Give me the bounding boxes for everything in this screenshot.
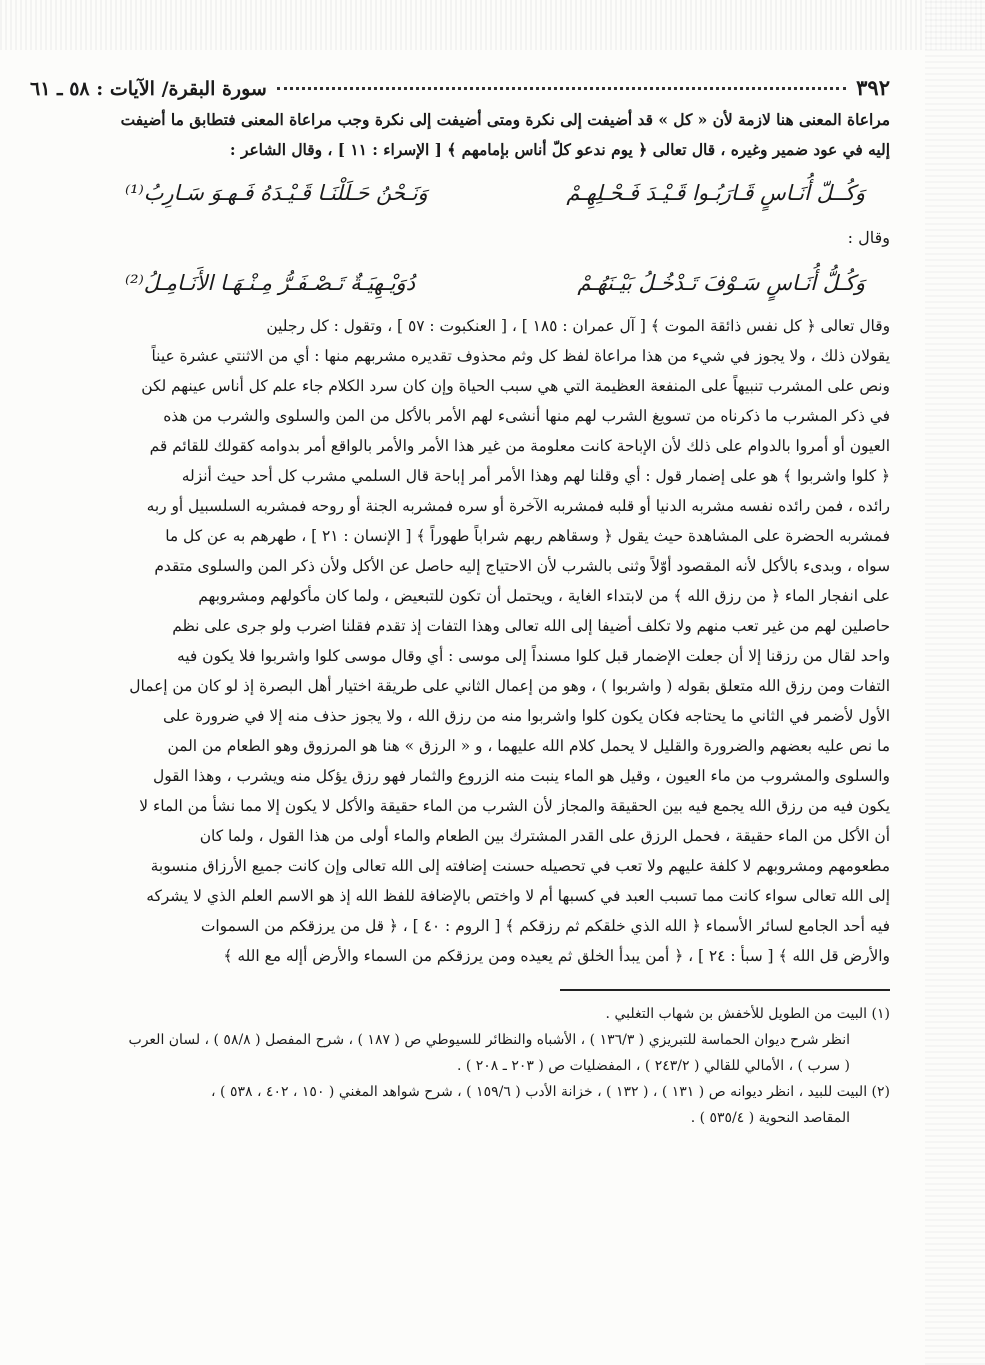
page-body bbox=[30, 75, 890, 1131]
footnote-line: المقاصد النحوية ( ٥٣٥/٤ ) . bbox=[690, 1110, 850, 1126]
scan-noise-right bbox=[925, 0, 985, 1365]
poetry-verse-1 bbox=[125, 171, 865, 215]
body-line: رائده ، فمن رائده نفسه مشربه الدنيا أو قلبه فمشربه الآخرة أو سره فمشربه الجنة أو روحه فمشربه السلسبيل أو ربه bbox=[146, 497, 890, 515]
verse-hemistich-first: وَكُــلّ أُنَـاسٍ قَـارَبُـوا قَـيْـدَ فَـحْـلِهِـمْ bbox=[566, 181, 865, 205]
body-line: فمشربه الحضرة على المشاهدة حيث يقول ﴿ وسقاهم ربهم شراباً طهوراً ﴾ [ الإنسان : ٢١ ] ، طهرهم به عن كل ما bbox=[165, 527, 890, 545]
body-line: يكون فيه من رزق الله يجمع فيه بين الحقيقة والمجاز لأن الشرب من الماء حقيقة والأكل لا يكون إلا مما نشأ من الماء لا bbox=[139, 797, 890, 815]
running-title: سورة البقرة/ الآيات : ٥٨ ـ ٦١ bbox=[30, 78, 267, 100]
body-line: مطعومهم ومشروبهم لا كلفة عليهم ولا تعب في تحصيله حسنت إضافته إلى الله تعالى وإن كانت جميع الأرزاق منسوبة bbox=[150, 857, 890, 875]
footnotes bbox=[30, 1001, 890, 1131]
paragraph-line: مراعاة المعنى هنا لازمة لأن « كل » قد أضيفت إلى نكرة ومتى أضيفت إلى نكرة وجب مراعاة المعنى فتطابق ما أضيفت bbox=[120, 111, 890, 129]
footnote-line: ( سرب ) ، الأمالي للقالي ( ٢٤٣/٢ ) ، المفضليات ص ( ٢٠٣ ـ ٢٠٨ ) . bbox=[456, 1058, 850, 1074]
footnote-line: انظر شرح ديوان الحماسة للتبريزي ( ١٣٦/٣ ) ، الأشباه والنظائر للسيوطي ص ( ١٨٧ ) ، شرح المفصل ( ٥٨/٨ ) ، لسان العرب bbox=[128, 1032, 850, 1048]
footnote-line: (٢) البيت للبيد ، انظر ديوانه ص ( ١٣١ ) ، ( ١٣٢ ) ، خزانة الأدب ( ١٥٩/٦ ) ، شرح شواهد المغني ( ١٥٠ ، ٤٠٢ ، ٥٣٨ ) ، bbox=[211, 1084, 890, 1100]
footnote-line: (١) البيت من الطويل للأخفش بن شهاب التغلبي . bbox=[605, 1006, 890, 1022]
body-line: أن الأكل من الماء حقيقة ، فحمل الرزق على القدر المشترك بين الطعام والماء أولى من هذا القول ، ولما كان bbox=[199, 827, 890, 845]
header-dots bbox=[277, 87, 846, 90]
poetry-verse-2 bbox=[125, 261, 865, 305]
said-label: وقال : bbox=[847, 228, 890, 247]
body-line: ونص على المشرب تنبيهاً على المنفعة العظيمة التي هي سبب الحياة وإن كان سرد الكلام جاء علم كل أناس عينهم لكن bbox=[141, 377, 890, 395]
body-line: الأول لأضمر في الثاني ما يحتاجه فكان يكون كلوا واشربوا منه من رزق الله ، ولا يجوز حذف منه إلا في ضرورة على bbox=[162, 707, 890, 725]
body-line: واحد لقال من رزقنا إلا أن جعلت الإضمار قبل كلوا مسنداً إلى موسى : أي وقال موسى كلوا واشربوا فلا يكون فيه bbox=[177, 647, 890, 665]
page-number: ٣٩٢ bbox=[856, 75, 890, 100]
scan-noise-top bbox=[0, 0, 985, 50]
footnote-divider bbox=[560, 989, 890, 991]
body-line: إلى الله تعالى سواء كانت مما تسبب العبد في كسبها أم لا واختص بالإضافة للفظ الله إذ هو الاسم العلم الذي لا يشركه bbox=[146, 887, 890, 905]
body-line: على انفجار الماء ﴿ من رزق الله ﴾ من لابتداء الغاية ، ويحتمل أن تكون للتبعيض ، ولما كان مأكولهم ومشروبهم bbox=[198, 587, 890, 605]
body-line: العيون أو أمروا بالدوام على ذلك لأن الإباحة كانت معلومة من غير هذا الأمر والأمر بالواقع أمر بدوامه كقولك للقائم قم bbox=[149, 437, 890, 455]
page-header bbox=[30, 75, 890, 105]
body-line: التفات ومن رزق الله متعلق بقوله ( واشربوا ) ، وهو من إعمال الثاني على طريقة اختيار أهل البصرة إذ لو كان من إعمال bbox=[129, 677, 890, 695]
body-line: فيه أحد الجامع لسائر الأسماء ﴿ الله الذي خلقكم ثم رزقكم ﴾ [ الروم : ٤٠ ] ، ﴿ قل من يرزقكم من السموات bbox=[200, 917, 890, 935]
body-line: سواه ، وبدىء بالأكل لأنه المقصود أوّلاً وثنى بالشرب لأن الاحتياج إليه حاصل عن الأكل ولأن ذكر المن والسلوى متقدم bbox=[154, 557, 890, 575]
body-text bbox=[30, 311, 890, 971]
body-line: يقولان ذلك ، ولا يجوز في شيء من هذا مراعاة لفظ كل وثم محذوف تقديره مشربهم منها : أي من الاثنتي عشرة عيناً bbox=[151, 347, 890, 365]
body-line: في ذكر المشرب ما ذكرناه من تسويغ الشرب لهم منها أنشىء لهم الأمر بالأكل من المن والسلوى والشرب من هذه bbox=[163, 407, 890, 425]
body-line: والسلوى والمشروب من ماء العيون ، وقيل هو الماء ينبت منه الزروع والثمار فهو رزق يؤكل منه ويشرب ، وهذا القول bbox=[153, 767, 890, 785]
body-line: ﴿ كلوا واشربوا ﴾ هو على إضمار قول : أي وقلنا لهم وهذا الأمر أمر إباحة قال السلمي مشرب كل أحد حيث أنزله bbox=[181, 467, 890, 485]
body-line: حاصلين لهم من غير تعب منهم ولا تكلف أضيفا إلى الله تعالى وهذا التفات إذ تقدم فقلنا اضرب ولو جرى على نظم bbox=[172, 617, 890, 635]
body-line: والأرض قل الله ﴾ [ سبأ : ٢٤ ] ، ﴿ أمن يبدأ الخلق ثم يعيده ومن يرزقكم من السماء والأرض أإله مع الله ﴾ bbox=[223, 947, 890, 965]
verse-hemistich-second: دُوَيْـهِيَـةٌ تَـصْـفَـرُّ مِـنْـهَـا الأَنَـامِـلُ⁽²⁾ bbox=[125, 271, 416, 295]
paragraph-line: إليه في عود ضمير وغيره ، قال تعالى ﴿ يوم ندعو كلّ أناس بإمامهم ﴾ [ الإسراء : ١١ ] ، وقال الشاعر : bbox=[229, 141, 890, 159]
verse-hemistich-second: وَنَـحْنُ حَـلَلْنَـا قَـيْـدَهُ فَـهـوَ سَـارِبُ⁽¹⁾ bbox=[125, 181, 428, 205]
verse-hemistich-first: وَكُـلُّ أُنَـاسٍ سَـوْفَ تَـدْخُـلُ بَيْـنَهُـمْ bbox=[577, 271, 865, 295]
body-line: وقال تعالى ﴿ كل نفس ذائقة الموت ﴾ [ آل عمران : ١٨٥ ] ، [ العنكبوت : ٥٧ ] ، وتقول : كل رجلين bbox=[266, 317, 890, 335]
body-line: ما نص عليه بعضهم والضرورة والقليل لا يحمل كلام الله عليهما ، و « الرزق » هنا هو المرزوق وهو الطعام من المن bbox=[167, 737, 890, 755]
